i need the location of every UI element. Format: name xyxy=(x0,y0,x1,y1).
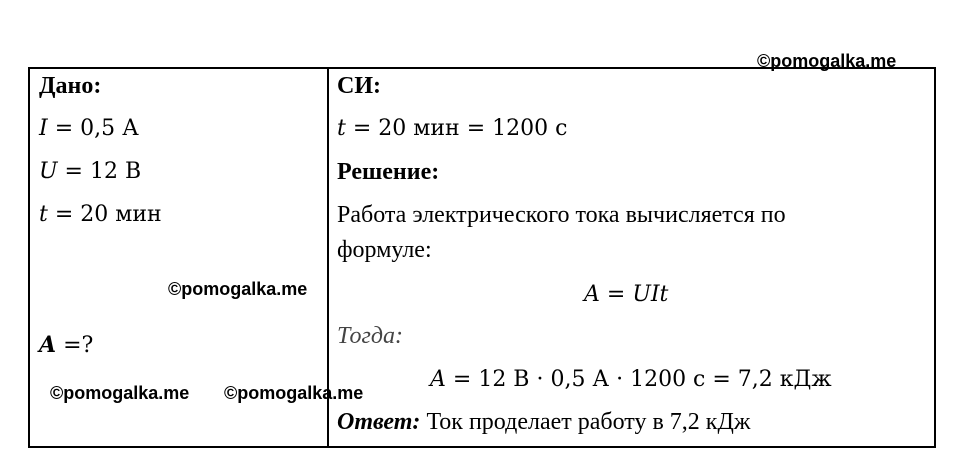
given-heading: Дано: xyxy=(39,73,102,99)
watermark-middle: ©pomogalka.me xyxy=(168,279,308,299)
solution-calc xyxy=(430,365,832,395)
given-voltage-var: U xyxy=(39,159,58,184)
solution-text-line2: формуле: xyxy=(337,237,432,263)
given-voltage-rhs: = 12 В xyxy=(64,159,142,184)
given-find xyxy=(39,330,93,361)
formula-rhs: UIt xyxy=(632,282,669,307)
solution-text-line1: Работа электрического тока вычисляется по xyxy=(337,202,786,228)
given-time xyxy=(39,200,162,230)
si-heading: СИ: xyxy=(337,73,381,99)
watermark-bottom-center: ©pomogalka.me xyxy=(224,383,364,403)
si-time-rhs: = 20 мин = 1200 с xyxy=(352,116,568,141)
given-time-rhs: = 20 мин xyxy=(54,202,162,227)
given-voltage xyxy=(39,157,141,187)
si-time-var: t xyxy=(337,116,346,141)
solution-heading: Решение: xyxy=(337,159,440,185)
given-find-rhs: =? xyxy=(63,333,94,358)
watermark-bottom-left: ©pomogalka.me xyxy=(50,383,190,403)
watermark-top: ©pomogalka.me xyxy=(757,51,897,71)
formula-eq: = xyxy=(599,282,633,307)
calc-var: A xyxy=(430,367,446,392)
given-find-var: A xyxy=(39,332,57,358)
given-current-rhs: = 0,5 А xyxy=(54,116,139,141)
answer-label: Ответ: xyxy=(337,409,421,435)
answer-line xyxy=(337,407,750,437)
solution-formula xyxy=(584,280,668,310)
then-label: Тогда: xyxy=(337,323,403,349)
given-time-var: t xyxy=(39,202,48,227)
given-current xyxy=(39,114,139,144)
formula-lhs: A xyxy=(584,282,600,307)
answer-text: Ток проделает работу в 7,2 кДж xyxy=(426,409,751,435)
si-time xyxy=(337,114,567,144)
calc-rhs: = 12 В · 0,5 А · 1200 с = 7,2 кДж xyxy=(452,367,832,392)
given-current-var: I xyxy=(39,116,48,141)
